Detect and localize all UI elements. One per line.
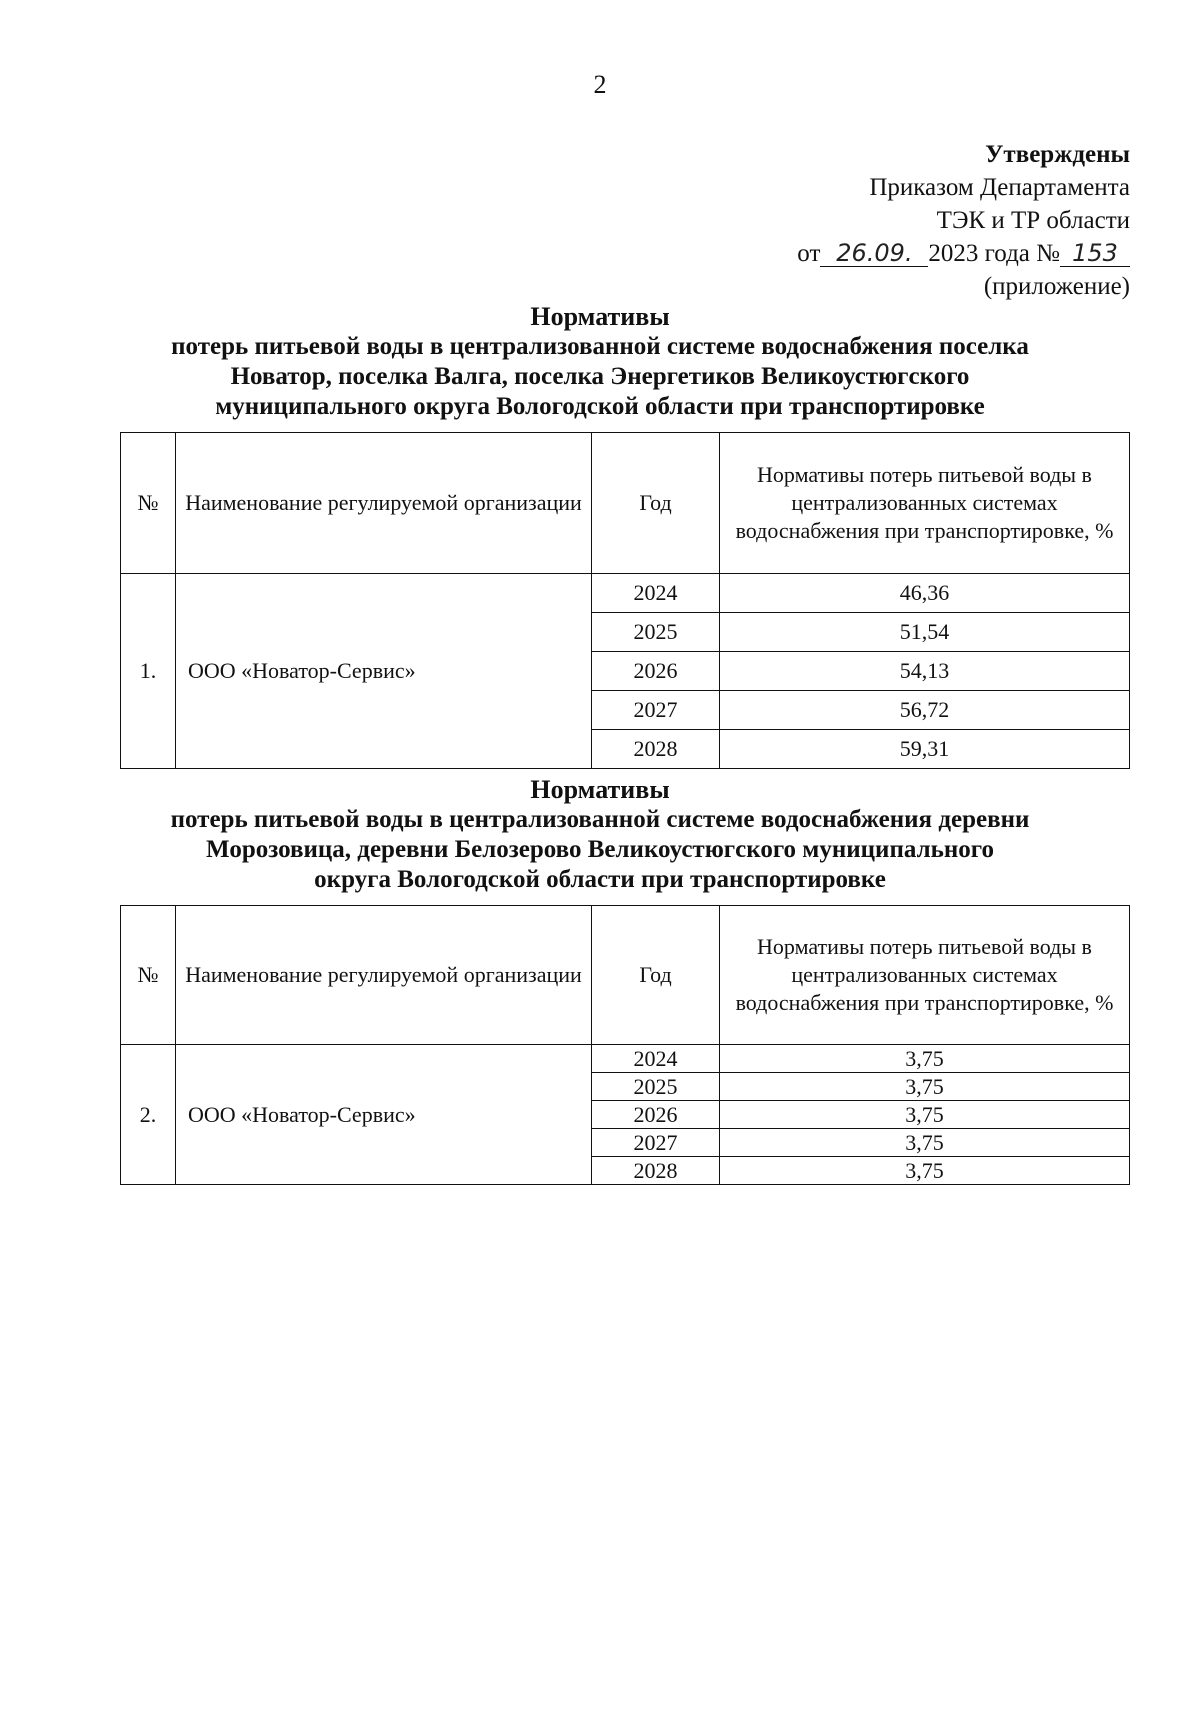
section-2-title: Нормативы — [530, 775, 670, 804]
header-norm-value: Нормативы потерь питьевой воды в централизованных системах водоснабжения при транспортировке, % — [720, 433, 1130, 574]
table-row — [121, 574, 1130, 613]
table-row — [121, 1045, 1130, 1073]
date-prefix: от — [797, 240, 821, 267]
section-2-heading — [70, 775, 1130, 895]
header-no: № — [121, 433, 176, 574]
section-2-subtitle-line: Морозовица, деревни Белозерово Великоустюгского муниципального — [206, 836, 994, 863]
value-cell: 56,72 — [720, 691, 1130, 730]
approval-date-line — [797, 237, 1130, 270]
section-1-subtitle-line: муниципального округа Вологодской области при транспортировке — [215, 393, 985, 420]
table-header-row — [121, 433, 1130, 574]
header-year: Год — [592, 906, 720, 1045]
handwritten-order-number: 153 — [1060, 240, 1130, 267]
norms-table-1 — [120, 432, 1130, 769]
value-cell: 3,75 — [720, 1157, 1130, 1185]
year-cell: 2024 — [592, 574, 720, 613]
year-cell: 2025 — [592, 613, 720, 652]
section-1-subtitle-line: Новатор, поселка Валга, поселка Энергетиков Великоустюгского — [230, 363, 970, 390]
header-year: Год — [592, 433, 720, 574]
page-number: 2 — [593, 70, 607, 99]
year-cell: 2026 — [592, 1101, 720, 1129]
table-header-row — [121, 906, 1130, 1045]
value-cell: 54,13 — [720, 652, 1130, 691]
approval-title: Утверждены — [985, 141, 1130, 168]
approval-line-1: Приказом Департамента — [869, 174, 1130, 201]
year-cell: 2028 — [592, 730, 720, 769]
year-cell: 2026 — [592, 652, 720, 691]
section-1-subtitle-line: потерь питьевой воды в централизованной системе водоснабжения поселка — [171, 333, 1029, 360]
year-cell: 2027 — [592, 1129, 720, 1157]
row-number: 2. — [121, 1045, 176, 1185]
value-cell: 46,36 — [720, 574, 1130, 613]
value-cell: 3,75 — [720, 1045, 1130, 1073]
header-no: № — [121, 906, 176, 1045]
value-cell: 59,31 — [720, 730, 1130, 769]
value-cell: 3,75 — [720, 1101, 1130, 1129]
value-cell: 3,75 — [720, 1073, 1130, 1101]
organization-name: ООО «Новатор-Сервис» — [176, 574, 592, 769]
section-1-heading — [70, 302, 1130, 422]
header-norm-value: Нормативы потерь питьевой воды в централизованных системах водоснабжения при транспортировке, % — [720, 906, 1130, 1045]
organization-name: ООО «Новатор-Сервис» — [176, 1045, 592, 1185]
year-cell: 2024 — [592, 1045, 720, 1073]
row-number: 1. — [121, 574, 176, 769]
approval-note: (приложение) — [983, 273, 1130, 300]
value-cell: 3,75 — [720, 1129, 1130, 1157]
header-organization: Наименование регулируемой организации — [176, 906, 592, 1045]
norms-table-2 — [120, 905, 1130, 1185]
year-cell: 2025 — [592, 1073, 720, 1101]
approval-block — [797, 138, 1130, 303]
section-2-subtitle-line: потерь питьевой воды в централизованной системе водоснабжения деревни — [170, 806, 1030, 833]
year-cell: 2028 — [592, 1157, 720, 1185]
section-1-title: Нормативы — [530, 302, 670, 331]
approval-line-2: ТЭК и ТР области — [936, 207, 1130, 234]
value-cell: 51,54 — [720, 613, 1130, 652]
section-2-subtitle-line: округа Вологодской области при транспортировке — [314, 866, 886, 893]
header-organization: Наименование регулируемой организации — [176, 433, 592, 574]
handwritten-date: 26.09. — [820, 240, 928, 267]
year-text: 2023 года № — [928, 240, 1060, 267]
year-cell: 2027 — [592, 691, 720, 730]
